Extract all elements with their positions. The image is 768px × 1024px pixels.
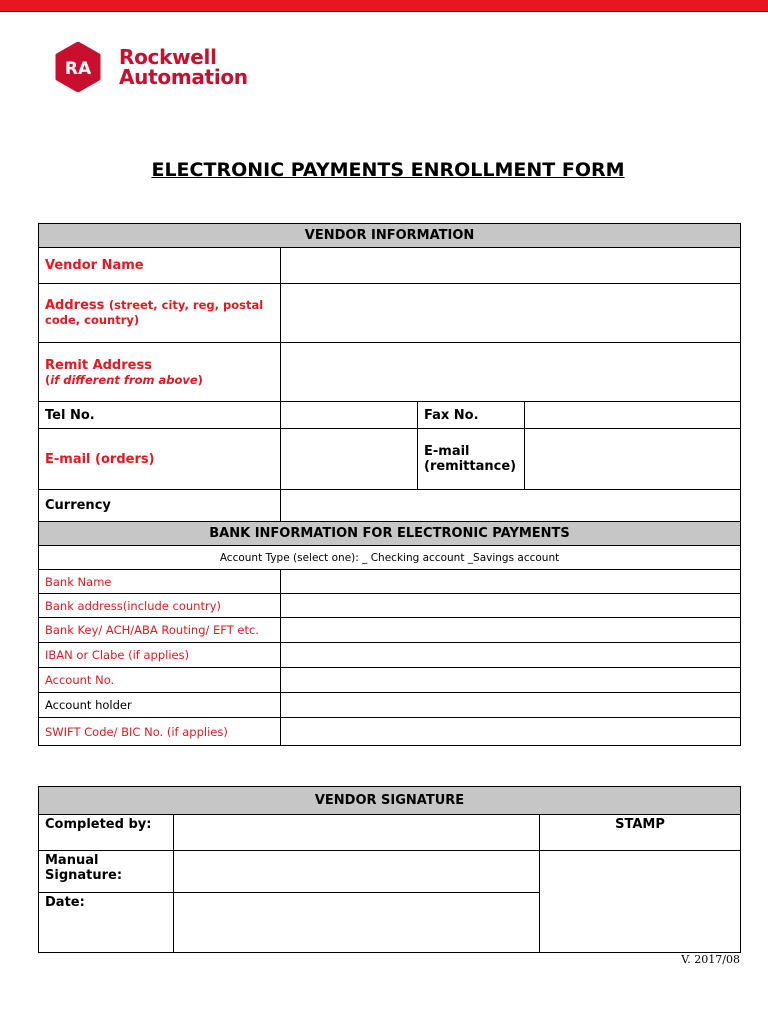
vendor-bank-table bbox=[38, 223, 741, 746]
tel-label: Tel No. bbox=[39, 402, 281, 429]
iban-field[interactable] bbox=[281, 643, 741, 668]
currency-field[interactable] bbox=[281, 490, 741, 522]
iban-label: IBAN or Clabe (if applies) bbox=[39, 643, 281, 668]
account-no-label: Account No. bbox=[39, 668, 281, 693]
fax-label: Fax No. bbox=[418, 402, 525, 429]
remit-address-note-text: if different from above bbox=[50, 372, 198, 387]
address-label-main: Address bbox=[45, 298, 105, 313]
bank-info-header: BANK INFORMATION FOR ELECTRONIC PAYMENTS bbox=[39, 522, 741, 546]
email-orders-field[interactable] bbox=[281, 429, 418, 490]
vendor-name-label: Vendor Name bbox=[39, 248, 281, 284]
date-field[interactable] bbox=[174, 893, 540, 953]
rockwell-logo bbox=[53, 42, 293, 94]
email-orders-label: E-mail (orders) bbox=[39, 429, 281, 490]
signature-table bbox=[38, 786, 741, 953]
currency-label: Currency bbox=[39, 490, 281, 522]
address-field[interactable] bbox=[281, 284, 741, 343]
email-remittance-label-line2: (remittance) bbox=[424, 459, 517, 474]
completed-by-label: Completed by: bbox=[39, 815, 174, 851]
signature-header: VENDOR SIGNATURE bbox=[39, 787, 741, 815]
account-type-row[interactable]: Account Type (select one): _ Checking account _Savings account bbox=[39, 546, 741, 570]
address-label-detail: (street, city, reg, postal code, country) bbox=[45, 298, 264, 327]
account-holder-label: Account holder bbox=[39, 693, 281, 718]
swift-code-label: SWIFT Code/ BIC No. (if applies) bbox=[39, 718, 281, 746]
account-holder-field[interactable] bbox=[281, 693, 741, 718]
bank-address-label: Bank address(include country) bbox=[39, 594, 281, 618]
ra-logo-icon bbox=[53, 42, 103, 92]
bank-name-label: Bank Name bbox=[39, 570, 281, 594]
logo-mark-text: RA bbox=[64, 59, 92, 79]
bank-key-field[interactable] bbox=[281, 618, 741, 643]
stamp-label: STAMP bbox=[540, 815, 741, 851]
email-remittance-label bbox=[418, 429, 525, 490]
manual-signature-field[interactable] bbox=[174, 851, 540, 893]
stamp-area[interactable] bbox=[540, 851, 741, 953]
remit-address-label bbox=[39, 343, 281, 402]
email-remittance-field[interactable] bbox=[525, 429, 741, 490]
bank-address-field[interactable] bbox=[281, 594, 741, 618]
manual-signature-label bbox=[39, 851, 174, 893]
swift-code-field[interactable] bbox=[281, 718, 741, 746]
address-label bbox=[39, 284, 281, 343]
manual-signature-label-line1: Manual bbox=[45, 853, 99, 868]
tel-field[interactable] bbox=[281, 402, 418, 429]
logo-line2: Automation bbox=[119, 65, 248, 89]
vendor-name-field[interactable] bbox=[281, 248, 741, 284]
remit-address-field[interactable] bbox=[281, 343, 741, 402]
completed-by-field[interactable] bbox=[174, 815, 540, 851]
remit-address-label-main: Remit Address bbox=[45, 357, 152, 373]
logo-line1: Rockwell bbox=[119, 45, 217, 69]
vendor-info-header: VENDOR INFORMATION bbox=[39, 224, 741, 248]
version-label: V. 2017/08 bbox=[681, 953, 740, 966]
bank-name-field[interactable] bbox=[281, 570, 741, 594]
manual-signature-label-line2: Signature: bbox=[45, 868, 123, 883]
bank-key-label: Bank Key/ ACH/ABA Routing/ EFT etc. bbox=[39, 618, 281, 643]
remit-address-note: (if different from above) bbox=[45, 372, 203, 387]
fax-field[interactable] bbox=[525, 402, 741, 429]
page-title: ELECTRONIC PAYMENTS ENROLLMENT FORM bbox=[151, 159, 625, 181]
email-remittance-label-line1: E-mail bbox=[424, 444, 470, 459]
top-red-bar bbox=[0, 0, 768, 12]
logo-wordmark bbox=[119, 47, 248, 87]
account-no-field[interactable] bbox=[281, 668, 741, 693]
date-label: Date: bbox=[39, 893, 174, 953]
